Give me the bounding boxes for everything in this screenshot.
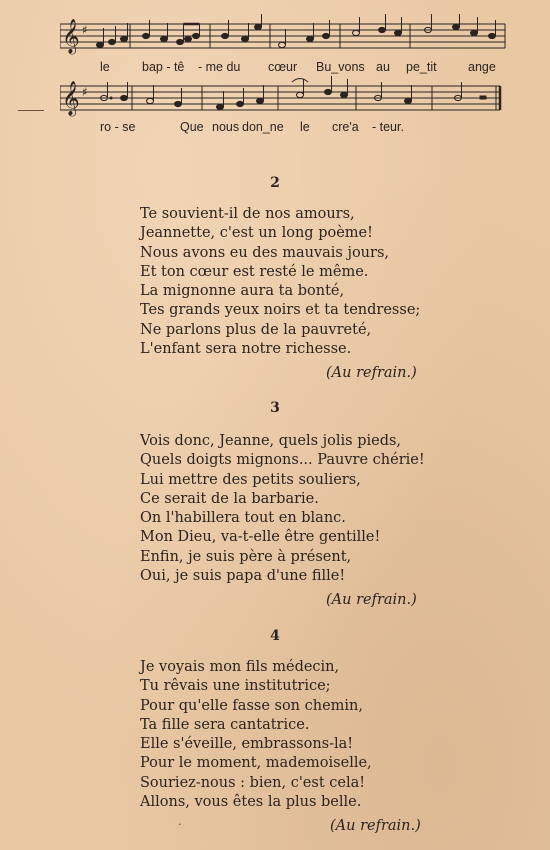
svg-text:𝄞: 𝄞 bbox=[62, 19, 80, 54]
music-staff-2 bbox=[60, 76, 510, 120]
stanza-number: 4 bbox=[270, 628, 280, 644]
verse-line: On l'habillera tout en blanc. bbox=[140, 510, 346, 527]
svg-text:♯: ♯ bbox=[82, 85, 88, 99]
lyric-syllable: nous bbox=[212, 120, 240, 134]
verse-line: L'enfant sera notre richesse. bbox=[140, 341, 352, 358]
staff-2-lyrics bbox=[0, 120, 550, 138]
lyric-syllable: ange bbox=[468, 60, 496, 74]
verse-line: Lui mettre des petits souliers, bbox=[140, 471, 361, 488]
verse-line: Mon Dieu, va-t-elle être gentille! bbox=[140, 529, 381, 546]
stanza-4-verse bbox=[140, 658, 372, 812]
verse-line: Tes grands yeux noirs et ta tendresse; bbox=[140, 302, 421, 319]
verse-line: Nous avons eu des mauvais jours, bbox=[140, 244, 390, 261]
svg-text:𝄞: 𝄞 bbox=[62, 81, 80, 116]
lyric-syllable: bap - tê bbox=[142, 60, 185, 74]
stanza-3-verse bbox=[140, 432, 425, 586]
verse-line: La mignonne aura ta bonté, bbox=[140, 283, 345, 300]
verse-line: Pour le moment, mademoiselle, bbox=[140, 755, 372, 772]
verse-line: Jeannette, c'est un long poème! bbox=[140, 225, 373, 242]
verse-line: Tu rêvais une institutrice; bbox=[140, 678, 331, 695]
stanza-number: 2 bbox=[270, 175, 280, 191]
lyric-syllable: don_ne bbox=[242, 120, 284, 134]
verse-line: Ce serait de la barbarie. bbox=[140, 490, 319, 507]
stanza-number: 3 bbox=[270, 400, 280, 416]
lyric-syllable: cre'a bbox=[332, 120, 359, 134]
verse-line: Enfin, je suis père à présent, bbox=[140, 548, 352, 565]
verse-line: Te souvient-il de nos amours, bbox=[140, 206, 355, 222]
verse-line: Allons, vous êtes la plus belle. bbox=[140, 794, 362, 811]
lyric-syllable: Que bbox=[180, 120, 204, 134]
lyric-syllable: - teur. bbox=[372, 120, 404, 134]
verse-line: Quels doigts mignons... Pauvre chérie! bbox=[140, 452, 425, 469]
verse-line: Vois donc, Jeanne, quels jolis pieds, bbox=[140, 433, 402, 449]
refrain-cue: (Au refrain.) bbox=[326, 592, 417, 608]
verse-line: Elle s'éveille, embrassons-la! bbox=[140, 736, 354, 753]
refrain-cue: (Au refrain.) bbox=[326, 365, 417, 381]
lyric-syllable: - me du bbox=[198, 60, 241, 74]
verse-line: Et ton cœur est resté le même. bbox=[140, 263, 369, 280]
svg-text:♯: ♯ bbox=[82, 23, 88, 37]
margin-mark bbox=[18, 110, 44, 111]
verse-line: Je voyais mon fils médecin, bbox=[140, 659, 340, 675]
verse-line: Souriez-nous : bien, c'est cela! bbox=[140, 774, 366, 791]
lyric-syllable: pe_tit bbox=[406, 60, 437, 74]
verse-line: Ne parlons plus de la pauvreté, bbox=[140, 321, 372, 338]
ink-speck: · bbox=[178, 818, 182, 831]
verse-line: Ta fille sera cantatrice. bbox=[140, 716, 310, 733]
music-staff-1 bbox=[60, 14, 510, 58]
lyric-syllable: Bu_vons bbox=[316, 60, 365, 74]
lyric-syllable: cœur bbox=[268, 60, 298, 74]
lyric-syllable: le bbox=[100, 60, 110, 74]
verse-line: Oui, je suis papa d'une fille! bbox=[140, 568, 346, 585]
lyric-syllable: le bbox=[300, 120, 310, 134]
lyric-syllable: au bbox=[376, 60, 390, 74]
refrain-cue: (Au refrain.) bbox=[330, 818, 421, 834]
stanza-2-verse bbox=[140, 205, 420, 359]
lyric-syllable: ro - se bbox=[100, 120, 136, 134]
verse-line: Pour qu'elle fasse son chemin, bbox=[140, 697, 364, 714]
